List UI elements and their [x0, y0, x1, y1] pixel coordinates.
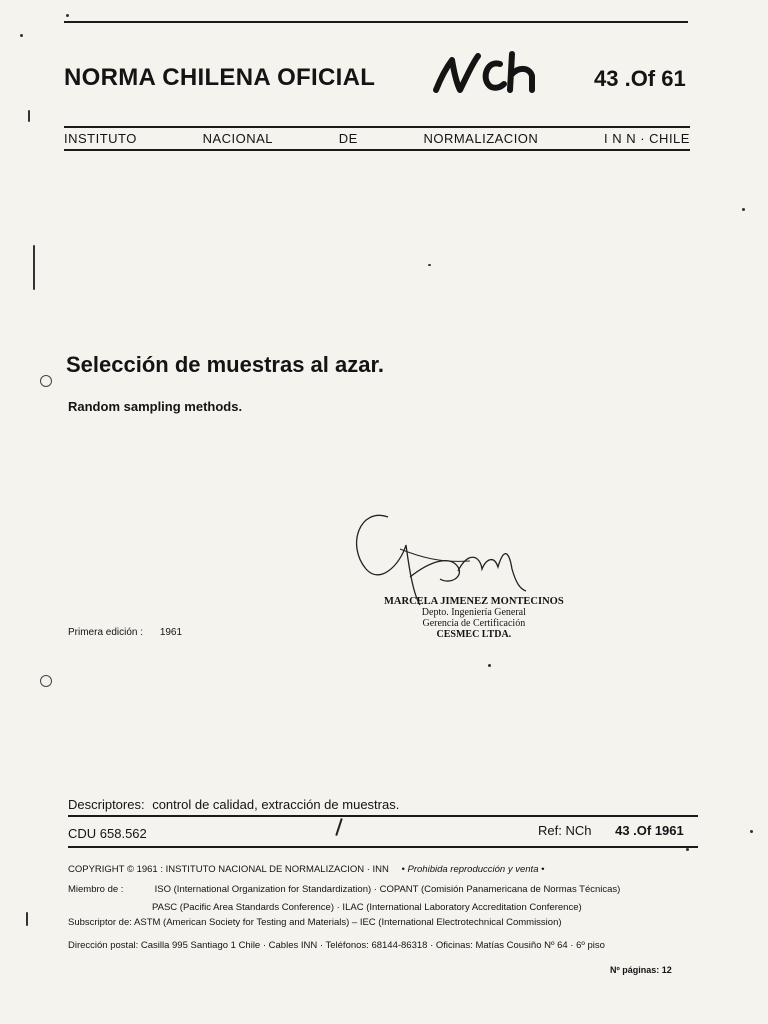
page-count: Nº páginas: 12 — [610, 965, 672, 975]
scan-speck — [686, 848, 689, 851]
institute-word: I N N · CHILE — [604, 131, 690, 146]
postal-address: Dirección postal: Casilla 995 Santiago 1 Chile · Cables INN · Teléfonos: 68144-86318 · Oficinas: Matías Cousiño Nº 64 · 6º piso — [68, 940, 605, 951]
scan-speck — [66, 14, 69, 17]
subscriber-label: Subscriptor de: — [68, 917, 132, 928]
member-label: Miembro de : — [68, 884, 124, 895]
scan-speck — [28, 110, 30, 122]
descriptors-rule — [68, 815, 698, 817]
scan-speck — [488, 664, 491, 667]
scan-speck — [40, 375, 52, 387]
reference-number: 43 .Of 1961 — [615, 823, 684, 838]
membership-line — [68, 884, 620, 895]
scan-speck — [26, 912, 28, 926]
document-number: 43 .Of 61 — [594, 66, 686, 91]
descriptors — [68, 797, 399, 812]
standard-title: NORMA CHILENA OFICIAL — [64, 64, 376, 91]
certification-stamp — [384, 596, 564, 640]
edition-label: Primera edición : — [68, 627, 144, 638]
document-title: Selección de muestras al azar. — [66, 352, 384, 377]
descriptors-value: control de calidad, extracción de muestras. — [152, 797, 400, 812]
institute-word: INSTITUTO — [64, 131, 137, 146]
header-rule — [64, 126, 690, 128]
subscriber-line — [68, 917, 562, 928]
scan-speck — [33, 245, 35, 290]
prohibited-notice: • Prohibida reproducción y venta • — [401, 864, 545, 875]
subscriber-orgs: ASTM (American Society for Testing and Materials) – IEC (International Electrotechnical Commission) — [134, 917, 562, 928]
institute-bar — [64, 131, 690, 146]
institute-rule — [64, 149, 690, 151]
stamp-office: Gerencia de Certificación — [422, 618, 526, 629]
copyright-text: COPYRIGHT © 1961 : INSTITUTO NACIONAL DE NORMALIZACION · INN — [68, 864, 389, 875]
institute-word: NACIONAL — [202, 131, 274, 146]
descriptors-label: Descriptores: — [68, 797, 145, 812]
edition-info — [68, 627, 182, 638]
reference — [538, 823, 684, 838]
stamp-name: MARCELA JIMENEZ MONTECINOS — [384, 596, 564, 607]
scan-speck — [742, 208, 745, 211]
reference-label: Ref: NCh — [538, 823, 592, 838]
edition-year: 1961 — [159, 627, 183, 638]
cdu-code: CDU 658.562 — [68, 826, 147, 841]
pen-mark — [335, 818, 342, 836]
nch-logo — [430, 50, 540, 102]
institute-word: NORMALIZACION — [423, 131, 539, 146]
scan-speck — [750, 830, 753, 833]
document-subtitle: Random sampling methods. — [68, 399, 243, 414]
copyright-line — [68, 864, 544, 875]
footer-rule — [68, 846, 698, 848]
institute-word: DE — [338, 131, 358, 146]
member-orgs-1: ISO (International Organization for Standardization) · COPANT (Comisión Panamericana de Normas Técnicas) — [154, 884, 621, 895]
scan-speck — [428, 264, 431, 266]
top-rule — [64, 21, 688, 23]
stamp-organization: CESMEC LTDA. — [436, 629, 512, 640]
stamp-department: Depto. Ingeniería General — [421, 607, 526, 618]
scan-speck — [20, 34, 23, 37]
scan-speck — [40, 675, 52, 687]
member-orgs-2: PASC (Pacific Area Standards Conference) · ILAC (International Laboratory Accreditation Conference) — [152, 902, 582, 913]
